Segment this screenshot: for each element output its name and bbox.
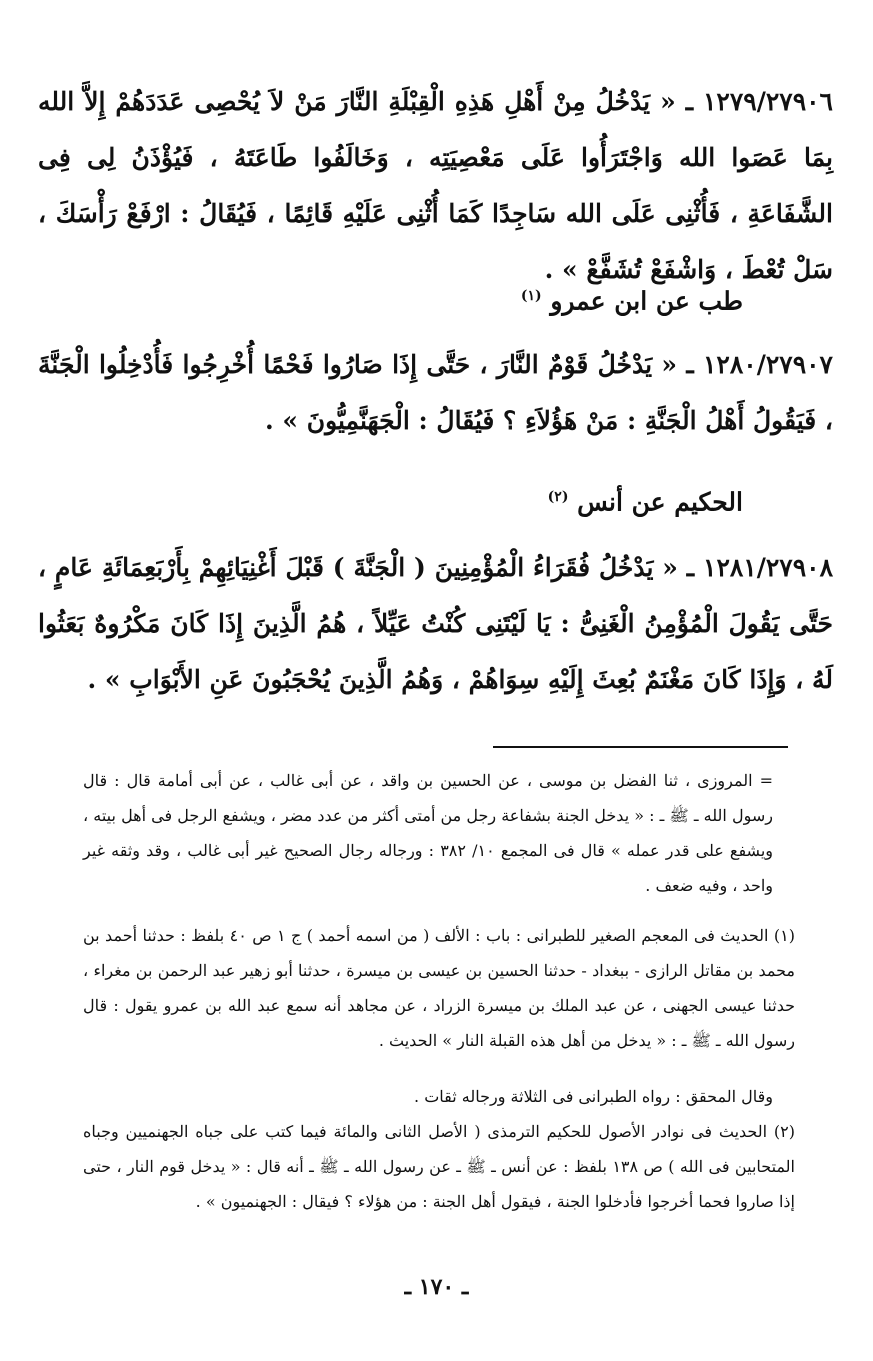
- footnote-1: (١) الحديث فى المعجم الصغير للطبرانى : باب : الألف ( من اسمه أحمد ) ج ١ ص ٤٠ بلفظ : حدثنا أحمد بن محمد بن مقاتل الرازى - ببغداد - حدثنا الحسين بن عيسى بن ميسرة ، حدثنا أبو زهير عبد الرحمن بن مغراء ، حدثنا عيسى الجهنى ، عن عبد الملك بن ميسرة الزراد ، عن مجاهد أنه سمع عبد الله بن عمرو يقول : قال رسول الله ـ ﷺ ـ : « يدخل من أهل هذه القبلة النار » الحديث .: [83, 926, 795, 1050]
- hadith-number: ١٢٧٩/٢٧٩٠٦: [703, 87, 833, 116]
- hadith-text: ـ « يَدْخُلُ فُقَرَاءُ الْمُؤْمِنِينَ ( الْجَنَّةَ ) قَبْلَ أَغْنِيَائِهِمْ بِأَرْبَعِمَائَةِ عَامٍ ، حَتَّى يَقُولَ الْمُؤْمِنُ الْغَنِىُّ : يَا لَيْتَنِى كُنْتُ عَيِّلاً ، هُمُ الَّذِينَ إِذَا كَانَ مَكْرُوهٌ بَعَثُوا لَهُ ، وَإِذَا كَانَ مَغْنَمٌ بُعِثَ إِلَيْهِ سِوَاهُمْ ، وَهُمُ الَّذِينَ يُحْجَبُونَ عَنِ الأَبْوَابِ » .: [38, 553, 833, 694]
- hadith-number: ١٢٨١/٢٧٩٠٨: [703, 553, 833, 582]
- hadith-1280: [38, 337, 833, 449]
- footnote-divider: [493, 746, 788, 748]
- footnote-1-remark: وقال المحقق : رواه الطبرانى فى الثلاثة ورجاله ثقات .: [414, 1087, 773, 1106]
- hadith-number: ١٢٨٠/٢٧٩٠٧: [703, 350, 833, 379]
- source-text: الحكيم عن أنس: [577, 487, 743, 517]
- hadith-source: [548, 477, 743, 522]
- hadith-source: [521, 276, 743, 321]
- hadith-1279: [38, 74, 833, 298]
- hadith-text: ـ « يَدْخُلُ قَوْمٌ النَّارَ ، حَتَّى إِذَا صَارُوا فَحْمًا أُخْرِجُوا فَأُدْخِلُوا الْجَنَّةَ ، فَيَقُولُ أَهْلُ الْجَنَّةِ : مَنْ هَؤُلاَءِ ؟ فَيُقَالُ : الْجَهَنَّمِيُّونَ » .: [38, 350, 833, 435]
- source-text: طب عن ابن عمرو: [550, 286, 743, 316]
- footnote-2: (٢) الحديث فى نوادر الأصول للحكيم الترمذى ( الأصل الثانى والمائة فيما كتب على جباه الجهنميين وجباه المتحابين فى الله ) ص ١٣٨ بلفظ : عن أنس ـ ﷺ ـ عن رسول الله ـ ﷺ ـ أنه قال : « يدخل قوم النار ، حتى إذا صاروا فحما أخرجوا فأدخلوا الجنة ، فيقول أهل الجنة : من هؤلاء ؟ فيقال : الجهنميون » .: [83, 1122, 795, 1211]
- hadith-text: ـ « يَدْخُلُ مِنْ أَهْلِ هَذِهِ الْقِبْلَةِ النَّارَ مَنْ لاَ يُحْصِى عَدَدَهُمْ إِلاَّ الله بِمَا عَصَوا الله وَاجْتَرَأُوا عَلَى مَعْصِيَتِه ، وَخَالَفُوا طَاعَتَهُ ، فَيُؤْذَنُ لِى فِى الشَّفَاعَةِ ، فَأُثْنِى عَلَى الله سَاجِدًا كَمَا أُثْنِى عَلَيْهِ قَائِمًا ، فَيُقَالُ : ارْفَعْ رَأْسَكَ ، سَلْ تُعْطَ ، وَاشْفَعْ تُشَفَّعْ » .: [38, 87, 833, 284]
- footnote-ref: (١): [520, 288, 542, 304]
- hadith-1281: [38, 540, 833, 708]
- footnote-continuation: = المروزى ، ثنا الفضل بن موسى ، عن الحسين بن واقد ، عن أبى غالب ، عن أبى أمامة قال : قال رسول الله ـ ﷺ ـ : « يدخل الجنة بشفاعة رجل من أمتى أكثر من عدد مضر ، ويشفع الرجل فى أهل بيته ، ويشفع على قدر عمله » قال فى المجمع ١٠/ ٣٨٢ : ورجاله رجال الصحيح غير أبى غالب ، وقد وثقه غير واحد ، وفيه ضعف .: [83, 771, 773, 895]
- page-number: ـ ١٧٠ ـ: [404, 1274, 469, 1300]
- footnote-ref: (٢): [547, 489, 569, 505]
